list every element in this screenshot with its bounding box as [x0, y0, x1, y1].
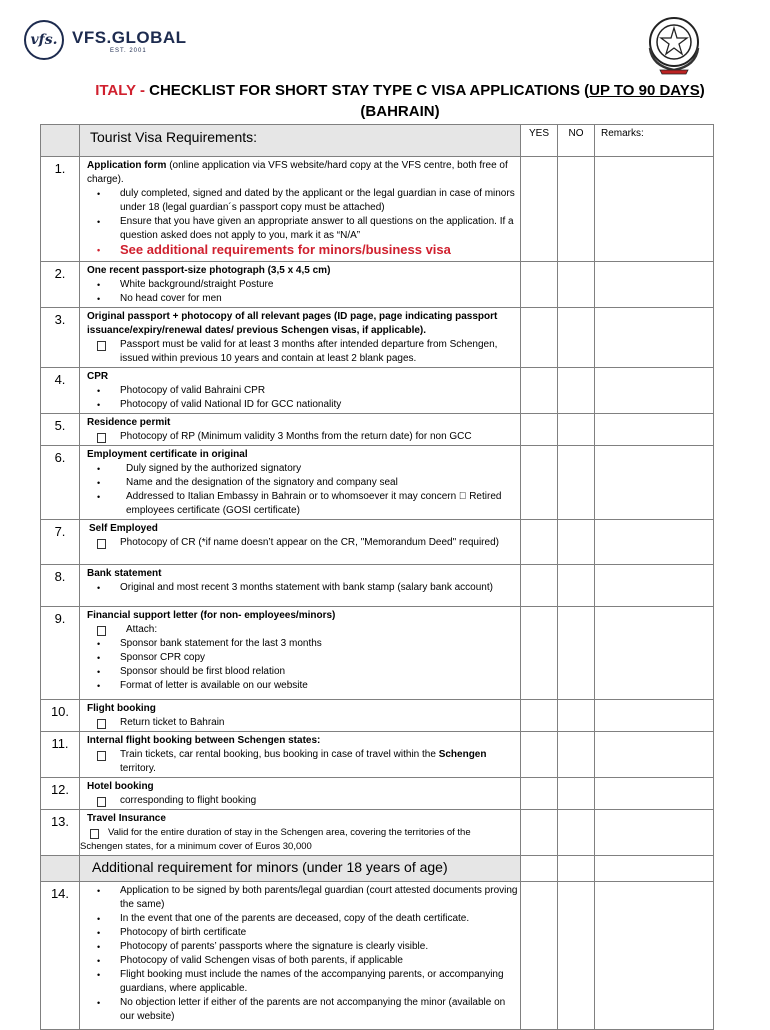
- item-requirement: [80, 262, 521, 308]
- item-requirement: [80, 607, 521, 700]
- item-requirement: [80, 565, 521, 607]
- title-country: ITALY -: [95, 82, 150, 99]
- no-checkbox-cell[interactable]: [558, 607, 595, 700]
- header-num-cell: [41, 125, 80, 157]
- item-requirement: [80, 700, 521, 732]
- item-14-bullet: • Photocopy of parents’ passports where the signature is clearly visible.: [87, 940, 518, 954]
- section-header-row: [41, 856, 714, 882]
- header-yes: YES: [521, 125, 558, 157]
- no-checkbox-cell[interactable]: [558, 565, 595, 607]
- item-9-bullet: • Format of letter is available on our website: [87, 679, 518, 693]
- item-requirement: [80, 810, 521, 856]
- item-requirement: [80, 368, 521, 414]
- item-11-box-text: Train tickets, car rental booking, bus booking in case of travel within the: [120, 749, 439, 760]
- remarks-cell[interactable]: [595, 414, 714, 446]
- item-number: 7.: [41, 520, 80, 565]
- item-14-bullet: • Photocopy of valid Schengen visas of both parents, if applicable: [87, 954, 518, 968]
- item-3-box-point: Passport must be valid for at least 3 months after intended departure from Schengen, issued within previous 10 years and contain at least 2 blank pages.: [87, 338, 518, 366]
- item-14-bullet: • Application to be signed by both parents/legal guardian (court attested documents proving the same): [87, 884, 518, 912]
- item-9-bullet: • Sponsor should be first blood relation: [87, 665, 518, 679]
- item-8-heading: Bank statement: [87, 568, 162, 579]
- table-row: [41, 732, 714, 778]
- item-13-heading: Travel Insurance: [87, 813, 166, 824]
- remarks-cell[interactable]: [595, 520, 714, 565]
- remarks-cell[interactable]: [595, 810, 714, 856]
- section-yes-cell: [521, 856, 558, 882]
- section-no-cell: [558, 856, 595, 882]
- table-row: [41, 810, 714, 856]
- no-checkbox-cell[interactable]: [558, 882, 595, 1030]
- item-14-bullet: • No objection letter if either of the parents are not accompanying the minor (available on our website): [87, 996, 518, 1024]
- remarks-cell[interactable]: [595, 262, 714, 308]
- item-9-heading: Financial support letter (for non- employees/minors): [87, 610, 336, 621]
- item-number: 8.: [41, 565, 80, 607]
- remarks-cell[interactable]: [595, 446, 714, 520]
- item-13-continuation: Schengen states, for a minimum cover of Euros 30,000: [80, 841, 312, 852]
- item-11-box-text-end: territory.: [120, 763, 156, 774]
- item-requirement: [80, 446, 521, 520]
- item-7-box-point: Photocopy of CR (*if name doesn’t appear on the CR, "Memorandum Deed" required): [87, 536, 518, 550]
- section-minors-title: Additional requirement for minors (under 18 years of age): [80, 856, 521, 882]
- item-6-bullet: • Addressed to Italian Embassy in Bahrain or to whomsoever it may concern Retired employees certificate (GOSI certificate): [87, 490, 518, 518]
- yes-checkbox-cell[interactable]: [521, 778, 558, 810]
- item-6-heading: Employment certificate in original: [87, 449, 248, 460]
- yes-checkbox-cell[interactable]: [521, 446, 558, 520]
- item-6-bullet: • Duly signed by the authorized signatory: [87, 462, 518, 476]
- no-checkbox-cell[interactable]: [558, 414, 595, 446]
- table-row: [41, 446, 714, 520]
- no-checkbox-cell[interactable]: [558, 520, 595, 565]
- item-1-minors-link: • See additional requirements for minors/business visa: [87, 243, 518, 257]
- remarks-cell[interactable]: [595, 565, 714, 607]
- item-number: 5.: [41, 414, 80, 446]
- table-row: [41, 882, 714, 1030]
- item-10-heading: Flight booking: [87, 703, 156, 714]
- item-number: 10.: [41, 700, 80, 732]
- item-number: 6.: [41, 446, 80, 520]
- vfs-logo: [24, 20, 194, 60]
- item-5-box-point: Photocopy of RP (Minimum validity 3 Months from the return date) for non GCC: [87, 430, 518, 444]
- item-number: 13.: [41, 810, 80, 856]
- header-requirements: Tourist Visa Requirements:: [80, 125, 521, 157]
- remarks-cell[interactable]: [595, 157, 714, 262]
- page-title: [60, 80, 740, 122]
- header-no: NO: [558, 125, 595, 157]
- yes-checkbox-cell[interactable]: [521, 414, 558, 446]
- yes-checkbox-cell[interactable]: [521, 700, 558, 732]
- item-1-heading: Application form: [87, 160, 167, 171]
- item-2-bullet: • White background/straight Posture: [87, 278, 518, 292]
- no-checkbox-cell[interactable]: [558, 810, 595, 856]
- item-number: 4.: [41, 368, 80, 414]
- item-11-box-point: [87, 748, 518, 776]
- table-row: [41, 308, 714, 368]
- table-row: [41, 368, 714, 414]
- item-number: 12.: [41, 778, 80, 810]
- no-checkbox-cell[interactable]: [558, 368, 595, 414]
- remarks-cell[interactable]: [595, 732, 714, 778]
- item-1-heading-suffix: (online application via VFS website/hard copy at the VFS centre, both free of charge).: [87, 160, 508, 185]
- table-row: [41, 262, 714, 308]
- item-10-box-point: Return ticket to Bahrain: [87, 716, 518, 730]
- item-number: 9.: [41, 607, 80, 700]
- section-remarks-cell: [595, 856, 714, 882]
- remarks-cell[interactable]: [595, 882, 714, 1030]
- table-row: [41, 778, 714, 810]
- item-5-heading: Residence permit: [87, 417, 171, 428]
- table-row: [41, 607, 714, 700]
- item-requirement: [80, 414, 521, 446]
- checklist-table: [40, 124, 714, 1030]
- yes-checkbox-cell[interactable]: [521, 565, 558, 607]
- table-header-row: [41, 125, 714, 157]
- no-checkbox-cell[interactable]: [558, 778, 595, 810]
- yes-checkbox-cell[interactable]: [521, 607, 558, 700]
- item-4-bullet: • Photocopy of valid National ID for GCC nationality: [87, 398, 518, 412]
- item-1-bullet: • duly completed, signed and dated by the applicant or the legal guardian in case of minors under 18 (legal guardian´s passport copy must be attached): [87, 187, 518, 215]
- yes-checkbox-cell[interactable]: [521, 262, 558, 308]
- yes-checkbox-cell[interactable]: [521, 157, 558, 262]
- item-3-heading: Original passport + photocopy of all relevant pages (ID page, page indicating passport issuance/expiry/renewal dates/ previous Schengen visas, if applicable).: [87, 311, 498, 336]
- item-4-bullet: • Photocopy of valid Bahraini CPR: [87, 384, 518, 398]
- item-2-bullet: • No head cover for men: [87, 292, 518, 306]
- item-requirement: [80, 732, 521, 778]
- item-2-heading: One recent passport-size photograph (3,5 x 4,5 cm): [87, 265, 331, 276]
- item-1-bullet: • Ensure that you have given an appropriate answer to all questions on the application. If a question asked does not apply to you, mark it as “N/A”: [87, 215, 518, 243]
- item-4-heading: CPR: [87, 371, 109, 382]
- item-13-box-point: Valid for the entire duration of stay in the Schengen area, covering the territories of the: [80, 826, 518, 840]
- item-requirement: [80, 520, 521, 565]
- table-row: [41, 157, 714, 262]
- item-14-bullet: • Photocopy of birth certificate: [87, 926, 518, 940]
- italy-emblem-icon: [642, 12, 706, 76]
- yes-checkbox-cell[interactable]: [521, 810, 558, 856]
- no-checkbox-cell[interactable]: [558, 446, 595, 520]
- yes-checkbox-cell[interactable]: [521, 368, 558, 414]
- vfs-logo-mark: vfs.: [24, 20, 64, 60]
- item-11-heading: Internal flight booking between Schengen states:: [87, 735, 321, 746]
- no-checkbox-cell[interactable]: [558, 262, 595, 308]
- item-number: 2.: [41, 262, 80, 308]
- no-checkbox-cell[interactable]: [558, 700, 595, 732]
- item-14-bullet: • In the event that one of the parents are deceased, copy of the death certificate.: [87, 912, 518, 926]
- item-8-bullet: • Original and most recent 3 months statement with bank stamp (salary bank account): [87, 581, 518, 595]
- remarks-cell[interactable]: [595, 700, 714, 732]
- remarks-cell[interactable]: [595, 607, 714, 700]
- item-requirement: [80, 308, 521, 368]
- yes-checkbox-cell[interactable]: [521, 520, 558, 565]
- title-close: ): [699, 82, 705, 99]
- title-main: CHECKLIST FOR SHORT STAY TYPE C VISA APPLICATIONS (: [149, 82, 590, 99]
- item-12-box-point: corresponding to flight booking: [87, 794, 518, 808]
- header-remarks: Remarks:: [595, 125, 714, 157]
- vfs-logo-est: EST. 2001: [110, 48, 147, 54]
- remarks-cell[interactable]: [595, 368, 714, 414]
- item-requirement: [80, 882, 521, 1030]
- item-6-bullet: • Name and the designation of the signatory and company seal: [87, 476, 518, 490]
- item-14-bullet: • Flight booking must include the names of the accompanying parents, or accompanying guardians, where applicable.: [87, 968, 518, 996]
- vfs-logo-name: VFS.GLOBAL: [72, 28, 187, 47]
- yes-checkbox-cell[interactable]: [521, 308, 558, 368]
- item-number: 1.: [41, 157, 80, 262]
- table-row: [41, 414, 714, 446]
- item-9-bullet: • Sponsor CPR copy: [87, 651, 518, 665]
- remarks-cell[interactable]: [595, 308, 714, 368]
- item-9-box-point: Attach:: [87, 623, 518, 637]
- title-region: (BAHRAIN): [360, 103, 440, 120]
- no-checkbox-cell[interactable]: [558, 308, 595, 368]
- item-11-box-bold: Schengen: [438, 749, 487, 760]
- item-number: 14.: [41, 882, 80, 1030]
- item-requirement: [80, 157, 521, 262]
- title-underlined: UP TO 90 DAYS: [589, 82, 700, 99]
- yes-checkbox-cell[interactable]: [521, 882, 558, 1030]
- item-number: 3.: [41, 308, 80, 368]
- no-checkbox-cell[interactable]: [558, 732, 595, 778]
- table-row: [41, 520, 714, 565]
- item-number: 11.: [41, 732, 80, 778]
- item-9-bullet: • Sponsor bank statement for the last 3 months: [87, 637, 518, 651]
- remarks-cell[interactable]: [595, 778, 714, 810]
- item-requirement: [80, 778, 521, 810]
- item-7-heading: Self Employed: [89, 523, 158, 534]
- item-12-heading: Hotel booking: [87, 781, 154, 792]
- table-row: [41, 565, 714, 607]
- no-checkbox-cell[interactable]: [558, 157, 595, 262]
- section-num-cell: [41, 856, 80, 882]
- yes-checkbox-cell[interactable]: [521, 732, 558, 778]
- table-row: [41, 700, 714, 732]
